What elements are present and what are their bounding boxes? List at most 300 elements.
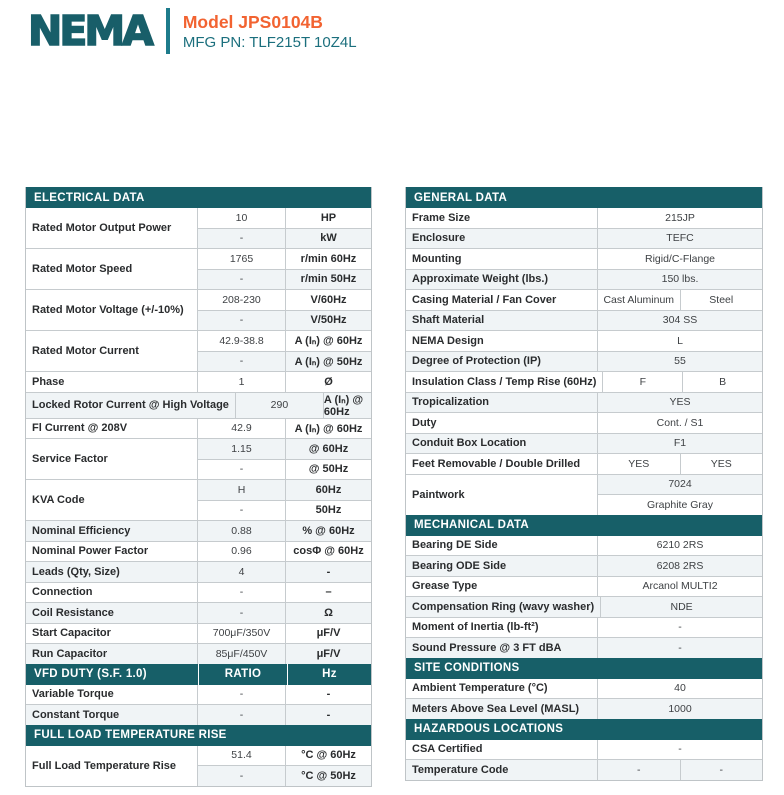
spec-value: - <box>198 352 286 372</box>
spec-subrows <box>598 679 762 699</box>
spec-unit: Ω <box>324 606 333 619</box>
spec-label <box>406 249 598 269</box>
spec-label <box>406 372 603 392</box>
spec-value: 215JP <box>665 211 695 224</box>
section-header-label: SITE CONDITIONS <box>414 662 520 674</box>
spec-label <box>406 740 598 760</box>
spec-subrows <box>198 542 371 562</box>
spec-label <box>26 331 198 371</box>
spec-label-text: Insulation Class / Temp Rise (60Hz) <box>412 375 597 388</box>
spec-subrows <box>598 290 762 310</box>
spec-value: Arcanol MULTI2 <box>642 580 718 593</box>
section-header-label: FULL LOAD TEMPERATURE RISE <box>34 729 227 741</box>
spec-label-text: Grease Type <box>412 580 478 593</box>
spec-label-text: Shaft Material <box>412 314 485 327</box>
spec-label <box>26 705 198 725</box>
spec-row <box>406 412 762 433</box>
spec-subrow <box>198 372 371 392</box>
spec-subrow <box>198 290 371 310</box>
spec-subrow <box>598 679 762 699</box>
spec-label-text: NEMA Design <box>412 334 484 347</box>
spec-label-text: Casing Material / Fan Cover <box>412 293 557 306</box>
spec-label-text: Duty <box>412 416 437 429</box>
spec-value: 1000 <box>668 702 692 715</box>
spec-value: 6210 2RS <box>656 539 704 552</box>
spec-label <box>406 311 598 331</box>
spec-row <box>26 208 371 248</box>
spec-label-text: Approximate Weight (lbs.) <box>412 273 549 286</box>
spec-label <box>26 419 198 439</box>
spec-row <box>406 371 762 392</box>
spec-unit: V/50Hz <box>310 314 347 327</box>
spec-label-text: Service Factor <box>32 453 108 465</box>
spec-label <box>26 480 198 520</box>
spec-unit: A (Iₙ) @ 60Hz <box>294 335 363 348</box>
spec-row <box>406 310 762 331</box>
spec-subrow <box>598 760 762 780</box>
spec-subrow <box>198 439 371 459</box>
spec-subrows <box>598 249 762 269</box>
spec-row <box>26 438 371 479</box>
spec-subrows <box>198 480 371 520</box>
spec-subrows <box>198 705 371 725</box>
spec-subrows <box>198 603 371 623</box>
spec-unit: @ 50Hz <box>308 463 349 476</box>
spec-label <box>406 331 598 351</box>
spec-subrow <box>198 765 371 786</box>
spec-row <box>406 351 762 372</box>
spec-subrows <box>598 699 762 719</box>
spec-label-text: Conduit Box Location <box>412 437 527 450</box>
spec-row <box>26 746 371 786</box>
spec-value: 7024 <box>668 478 692 491</box>
spec-subrows <box>598 208 762 228</box>
spec-row <box>406 269 762 290</box>
spec-label <box>406 352 598 372</box>
spec-label-text: Full Load Temperature Rise <box>32 759 177 772</box>
spec-row <box>406 208 762 228</box>
spec-value: 6208 2RS <box>656 559 704 572</box>
spec-value: 0.88 <box>198 521 286 541</box>
spec-row <box>26 602 371 623</box>
spec-subrow <box>598 475 762 495</box>
spec-value: - <box>198 685 286 705</box>
spec-label <box>406 577 598 597</box>
spec-subrow <box>198 521 371 541</box>
spec-subrow <box>598 638 762 658</box>
spec-subrows <box>598 638 762 658</box>
spec-subrow <box>198 562 371 582</box>
spec-label-text: Rated Motor Speed <box>32 263 133 275</box>
spec-value: 304 SS <box>662 314 698 327</box>
spec-row <box>406 474 762 515</box>
spec-subrows <box>598 270 762 290</box>
spec-unit: A (Iₙ) @ 50Hz <box>294 355 363 368</box>
spec-subrow <box>598 270 762 290</box>
spec-label <box>26 603 198 623</box>
spec-unit: °C @ 50Hz <box>301 769 356 782</box>
spec-subrows <box>198 290 371 330</box>
brand-header <box>28 8 357 54</box>
spec-subrows <box>603 372 762 392</box>
spec-unit: cosΦ @ 60Hz <box>293 545 364 558</box>
spec-label <box>26 562 198 582</box>
brand-text <box>183 11 357 52</box>
spec-value: 42.9 <box>198 419 286 439</box>
spec-label-text: Bearing DE Side <box>412 539 498 552</box>
spec-value: Graphite Gray <box>647 498 713 511</box>
spec-value: YES <box>669 396 691 409</box>
spec-label-text: Nominal Efficiency <box>32 524 131 537</box>
section-header <box>26 664 371 685</box>
spec-label-text: Frame Size <box>412 211 471 224</box>
spec-subrow <box>598 434 762 454</box>
spec-label <box>26 644 198 664</box>
spec-unit: r/min 50Hz <box>300 273 357 286</box>
spec-label-text: Coil Resistance <box>32 606 114 619</box>
spec-value: 1.15 <box>198 439 286 459</box>
spec-subrow <box>198 746 371 766</box>
spec-label-text: Connection <box>32 586 93 599</box>
spec-subrows <box>598 536 762 556</box>
spec-row <box>26 561 371 582</box>
spec-label <box>26 372 198 392</box>
spec-label-text: Paintwork <box>412 488 465 501</box>
spec-label-text: Fl Current @ 208V <box>32 422 128 435</box>
spec-subrow <box>198 419 371 439</box>
spec-unit: - <box>326 708 331 721</box>
spec-row <box>406 289 762 310</box>
spec-label <box>26 685 198 705</box>
spec-label <box>406 556 598 576</box>
spec-label <box>26 583 198 603</box>
spec-subrows <box>598 434 762 454</box>
spec-label <box>26 542 198 562</box>
spec-subrow <box>603 372 762 392</box>
spec-label-text: Bearing ODE Side <box>412 559 507 572</box>
spec-subrow <box>198 331 371 351</box>
spec-label <box>406 760 598 780</box>
spec-value: 51.4 <box>198 746 286 766</box>
spec-label <box>26 249 198 289</box>
spec-value: - <box>637 763 641 776</box>
spec-label <box>406 679 598 699</box>
spec-subrows <box>198 521 371 541</box>
spec-label <box>26 439 198 479</box>
spec-subrows <box>198 624 371 644</box>
spec-value: L <box>677 334 683 347</box>
section-header <box>406 658 762 679</box>
spec-value: - <box>198 270 286 290</box>
spec-value: H <box>198 480 286 500</box>
spec-label <box>26 624 198 644</box>
spec-row <box>406 433 762 454</box>
spec-subrow <box>236 393 371 418</box>
spec-label-text: KVA Code <box>32 494 85 506</box>
spec-subrow <box>198 603 371 623</box>
spec-label-text: Rated Motor Current <box>32 345 139 357</box>
spec-value: Cont. / S1 <box>656 416 704 429</box>
spec-value: YES <box>680 454 763 474</box>
spec-subrows <box>198 372 371 392</box>
spec-subrows <box>598 556 762 576</box>
spec-subrows <box>198 583 371 603</box>
spec-value: NDE <box>670 600 693 613</box>
spec-subrows <box>198 331 371 371</box>
spec-label-text: Compensation Ring (wavy washer) <box>412 600 595 613</box>
electrical-data-table <box>25 187 372 787</box>
spec-row <box>26 392 371 418</box>
spec-value: - <box>678 621 682 634</box>
spec-unit: V/60Hz <box>310 293 347 306</box>
spec-label <box>406 393 598 413</box>
spec-value: 290 <box>236 393 324 418</box>
spec-value: - <box>198 705 286 725</box>
spec-subrow <box>198 249 371 269</box>
spec-subrow <box>598 536 762 556</box>
spec-subrow <box>198 310 371 331</box>
spec-row <box>406 596 762 617</box>
spec-subrow <box>198 542 371 562</box>
spec-unit: μF/V <box>316 627 341 640</box>
spec-subrows <box>598 413 762 433</box>
spec-subrows <box>598 760 762 780</box>
spec-label <box>406 597 601 617</box>
spec-label <box>406 536 598 556</box>
spec-subrows <box>601 597 762 617</box>
model-title: Model JPS0104B <box>182 11 323 32</box>
spec-subrows <box>598 311 762 331</box>
spec-label-text: Run Capacitor <box>32 647 108 660</box>
spec-value: - <box>198 311 286 331</box>
spec-subrow <box>198 685 371 705</box>
spec-label <box>406 618 598 638</box>
spec-subrows <box>598 229 762 249</box>
spec-value: - <box>198 583 286 603</box>
spec-subrow <box>198 644 371 664</box>
section-header-label: GENERAL DATA <box>414 191 508 204</box>
spec-label-text: Meters Above Sea Level (MASL) <box>412 702 580 715</box>
spec-unit: – <box>325 586 332 599</box>
spec-row <box>406 555 762 576</box>
spec-label <box>406 638 598 658</box>
spec-value: 42.9-38.8 <box>198 331 286 351</box>
spec-subrow <box>198 228 371 249</box>
spec-subrows <box>598 577 762 597</box>
spec-label-text: CSA Certified <box>412 743 483 756</box>
spec-subrow <box>598 208 762 228</box>
spec-row <box>406 392 762 413</box>
spec-subrows <box>198 746 371 786</box>
spec-unit: - <box>326 565 331 578</box>
spec-label-text: Ambient Temperature (°C) <box>412 682 548 695</box>
spec-unit: kW <box>320 232 337 245</box>
spec-label-text: Phase <box>32 375 65 388</box>
spec-subrow <box>598 494 762 515</box>
spec-label <box>406 290 598 310</box>
spec-label <box>406 270 598 290</box>
spec-value: - <box>198 501 286 521</box>
spec-subrow <box>598 454 762 474</box>
spec-label-text: Degree of Protection (IP) <box>412 355 541 368</box>
spec-row <box>406 248 762 269</box>
spec-subrows <box>598 740 762 760</box>
spec-row <box>406 536 762 556</box>
spec-value: TEFC <box>666 232 694 245</box>
spec-label <box>26 521 198 541</box>
spec-subrow <box>198 624 371 644</box>
spec-value: 1 <box>198 372 286 392</box>
spec-row <box>26 582 371 603</box>
spec-unit: @ 60Hz <box>308 442 349 455</box>
spec-subrow <box>598 229 762 249</box>
spec-subrow <box>601 597 762 617</box>
spec-label-text: Tropicalization <box>412 396 490 409</box>
spec-value: B <box>682 372 762 392</box>
spec-label <box>26 208 198 248</box>
spec-value: 700μF/350V <box>198 624 286 644</box>
spec-subrow <box>598 290 762 310</box>
spec-unit: HP <box>320 211 337 224</box>
spec-unit: 60Hz <box>315 483 342 496</box>
spec-value: Steel <box>680 290 763 310</box>
spec-subrows <box>198 249 371 289</box>
spec-row <box>26 289 371 330</box>
spec-value: 10 <box>198 208 286 228</box>
spec-value: 0.96 <box>198 542 286 562</box>
spec-value: - <box>198 603 286 623</box>
spec-unit: 50Hz <box>315 504 342 517</box>
spec-label <box>26 393 236 418</box>
spec-label <box>26 746 198 786</box>
spec-row <box>26 643 371 664</box>
section-header-value-col: RATIO <box>198 664 287 685</box>
spec-tables <box>25 187 763 787</box>
spec-row <box>406 740 762 760</box>
spec-subrows <box>198 562 371 582</box>
spec-label-text: Nominal Power Factor <box>32 545 149 558</box>
spec-subrows <box>598 352 762 372</box>
spec-value: Cast Aluminum <box>603 293 675 306</box>
spec-label-text: Rated Motor Voltage (+/-10%) <box>32 304 184 316</box>
spec-label-text: Feet Removable / Double Drilled <box>412 457 581 470</box>
spec-subrow <box>598 311 762 331</box>
spec-label-text: Enclosure <box>412 232 466 245</box>
spec-subrows <box>236 393 371 418</box>
brand-divider <box>166 8 170 54</box>
spec-subrow <box>198 351 371 372</box>
spec-unit: A (Iₙ) @ 60Hz <box>294 422 363 435</box>
spec-row <box>26 685 371 705</box>
spec-row <box>406 679 762 699</box>
spec-label-text: Variable Torque <box>32 688 114 701</box>
section-header-label: VFD DUTY (S.F. 1.0) <box>34 668 147 680</box>
general-data-table <box>405 187 763 781</box>
spec-label-text: Leads (Qty, Size) <box>32 565 120 578</box>
spec-subrow <box>598 740 762 760</box>
spec-row <box>406 330 762 351</box>
spec-row <box>26 330 371 371</box>
spec-subrows <box>198 439 371 479</box>
spec-subrows <box>198 419 371 439</box>
spec-subrow <box>198 208 371 228</box>
spec-label-text: Sound Pressure @ 3 FT dBA <box>412 641 562 654</box>
spec-unit: °C @ 60Hz <box>301 749 356 762</box>
section-header <box>406 719 762 740</box>
spec-label-text: Start Capacitor <box>32 627 111 640</box>
spec-label <box>406 699 598 719</box>
spec-subrow <box>598 331 762 351</box>
spec-subrow <box>198 459 371 480</box>
spec-subrow <box>598 352 762 372</box>
nema-logo: NEMA <box>28 7 151 55</box>
spec-label-text: Constant Torque <box>32 708 120 721</box>
spec-row <box>26 704 371 725</box>
spec-value: F1 <box>673 437 687 450</box>
spec-row <box>406 453 762 474</box>
spec-row <box>26 248 371 289</box>
spec-subrow <box>598 577 762 597</box>
spec-value: - <box>198 460 286 480</box>
spec-label <box>406 208 598 228</box>
section-header-unit-col: Hz <box>287 664 371 685</box>
spec-row <box>406 617 762 638</box>
spec-unit: A (Iₙ) @ 60Hz <box>323 393 364 418</box>
spec-subrow <box>198 500 371 521</box>
spec-value: 4 <box>198 562 286 582</box>
spec-value: - <box>678 641 682 654</box>
spec-value: YES <box>628 457 650 470</box>
mfg-part-number: MFG PN: TLF215T 10Z4L <box>182 33 357 51</box>
spec-subrows <box>598 454 762 474</box>
section-header-label: ELECTRICAL DATA <box>34 191 145 204</box>
spec-label <box>406 413 598 433</box>
spec-label-text: Moment of Inertia (lb-ft²) <box>412 621 539 634</box>
spec-subrows <box>598 393 762 413</box>
spec-label-text: Rated Motor Output Power <box>32 222 172 234</box>
section-header <box>406 515 762 536</box>
spec-row <box>26 623 371 644</box>
spec-subrows <box>198 685 371 705</box>
spec-subrow <box>198 480 371 500</box>
spec-subrow <box>598 413 762 433</box>
spec-label <box>406 475 598 515</box>
spec-row <box>406 576 762 597</box>
spec-subrows <box>198 208 371 248</box>
spec-value: 1765 <box>198 249 286 269</box>
spec-row <box>406 759 762 780</box>
spec-label <box>406 454 598 474</box>
spec-subrows <box>198 644 371 664</box>
spec-value: 150 lbs. <box>661 273 699 286</box>
section-header <box>406 187 762 208</box>
section-header <box>26 187 371 208</box>
spec-subrow <box>198 269 371 290</box>
spec-value: 55 <box>674 355 686 368</box>
spec-value: - <box>678 743 682 756</box>
spec-unit: Ø <box>324 375 333 388</box>
spec-value: Rigid/C-Flange <box>644 252 716 265</box>
spec-value: 208-230 <box>198 290 286 310</box>
spec-row <box>26 371 371 392</box>
spec-value: - <box>198 229 286 249</box>
spec-subrow <box>598 249 762 269</box>
spec-subrows <box>598 331 762 351</box>
spec-value: F <box>639 375 647 388</box>
spec-value: - <box>198 766 286 786</box>
spec-subrow <box>198 705 371 725</box>
spec-subrow <box>598 699 762 719</box>
